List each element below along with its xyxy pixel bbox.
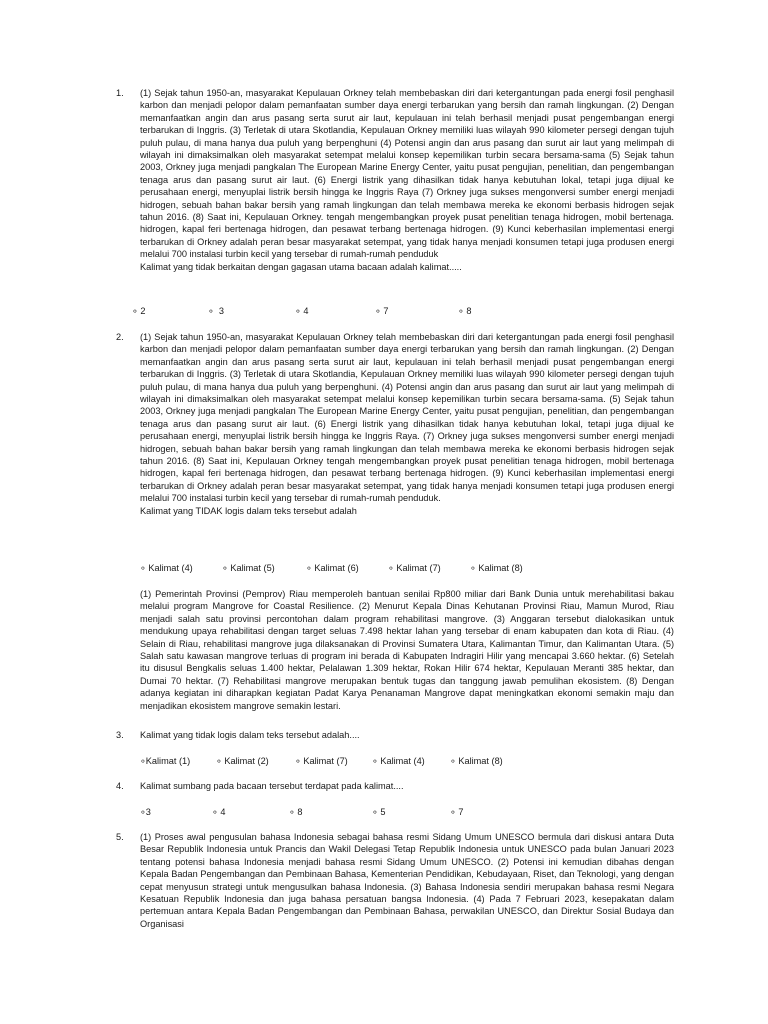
question-number: 2. <box>116 332 124 342</box>
option-item[interactable]: ∘ Kalimat (5) <box>222 563 275 573</box>
option-item[interactable]: ∘ Kalimat (4) <box>372 756 425 766</box>
option-item[interactable]: ∘ Kalimat (2) <box>216 756 269 766</box>
option-item[interactable]: ∘ 3 <box>208 306 224 316</box>
radio-bullet-icon: ∘ <box>306 563 312 573</box>
radio-bullet-icon: ∘ <box>470 563 476 573</box>
option-item[interactable]: ∘ Kalimat (6) <box>306 563 359 573</box>
question-3 <box>116 729 676 741</box>
radio-bullet-icon: ∘ <box>140 563 146 573</box>
radio-bullet-icon: ∘ <box>375 306 381 316</box>
question-prompt: Kalimat sumbang pada bacaan tersebut terdapat pada kalimat.... <box>140 781 404 791</box>
options-q1 <box>132 305 572 317</box>
option-item[interactable]: ∘ Kalimat (7) <box>295 756 348 766</box>
radio-bullet-icon: ∘ <box>289 807 295 817</box>
options-q2 <box>140 562 580 574</box>
options-q3 <box>140 755 580 767</box>
question-passage: (1) Proses awal pengusulan bahasa Indonesia sebagai bahasa resmi Sidang Umum UNESCO bermula dari diskusi antara Duta Besar Republik Indonesia untuk Prancis dan Wakil Delegasi Tetap Republik Indonesia untuk UNESCO pada bulan Januari 2023 tentang potensi bahasa Indonesia menjadi bahasa resmi Sidang Umum UNESCO. (2) Potensi ini kemudian dibahas dengan Kepala Badan Pengembangan dan Pembinaan Bahasa, Kementerian Pendidikan, Kebudayaan, Riset, dan Teknologi, yang dengan cepat menyusun strategi untuk mengusulkan bahasa Indonesia. (3) Bahasa Indonesia sendiri merupakan bahasa resmi Negara Kesatuan Republik Indonesia dan juga bahasa persatuan bangsa Indonesia. (4) Pada 7 Februari 2023, kesepakatan dalam pertemuan antara Kepala Badan Pengembangan dan Pembinaan Bahasa, perwakilan UNESCO, dan Direktur Sosial Budaya dan Organisasi <box>140 832 674 929</box>
radio-bullet-icon: ∘ <box>140 756 146 766</box>
radio-bullet-icon: ∘ <box>140 807 146 817</box>
question-prompt: Kalimat yang tidak logis dalam teks tersebut adalah.... <box>140 730 360 740</box>
radio-bullet-icon: ∘ <box>295 306 301 316</box>
option-item[interactable]: ∘ 8 <box>289 807 303 817</box>
radio-bullet-icon: ∘ <box>450 756 456 766</box>
option-item[interactable]: ∘ 7 <box>375 306 389 316</box>
options-q4 <box>140 806 580 818</box>
option-item[interactable]: ∘ 5 <box>372 807 386 817</box>
question-number: 4. <box>116 781 124 791</box>
radio-bullet-icon: ∘ <box>132 306 138 316</box>
radio-bullet-icon: ∘ <box>222 563 228 573</box>
question-2 <box>116 331 676 517</box>
radio-bullet-icon: ∘ <box>388 563 394 573</box>
radio-bullet-icon: ∘ <box>458 306 464 316</box>
radio-bullet-icon: ∘ <box>450 807 456 817</box>
option-item[interactable]: ∘ 7 <box>450 807 464 817</box>
question-number: 3. <box>116 730 124 740</box>
option-item[interactable]: ∘3 <box>140 807 151 817</box>
question-number: 5. <box>116 832 124 842</box>
radio-bullet-icon: ∘ <box>212 807 218 817</box>
option-item[interactable]: ∘ Kalimat (4) <box>140 563 193 573</box>
option-item[interactable]: ∘ 4 <box>212 807 226 817</box>
radio-bullet-icon: ∘ <box>208 306 214 316</box>
question-prompt: Kalimat yang TIDAK logis dalam teks tersebut adalah <box>140 505 357 516</box>
radio-bullet-icon: ∘ <box>295 756 301 766</box>
passage-text: (1) Pemerintah Provinsi (Pemprov) Riau memperoleh bantuan senilai Rp800 miliar dari Bank Dunia untuk merehabilitasi bakau melalui program Mangrove for Coastal Resilience. (2) Menurut Kepala Dinas Kehutanan Provinsi Riau, Mamun Murod, Riau menjadi salah satu provinsi percontohan dalam program rehabilitasi mangrove. (3) Anggaran tersebut dialokasikan untuk mendukung upaya rehabilitasi dengan target seluas 7.498 hektar lahan yang tersebar di enam kabupaten dan kota di Riau. (4) Selain di Riau, rehabilitasi mangrove juga dilaksanakan di Provinsi Sumatera Utara, Kalimantan Timur, dan Kalimantan Utara. (5) Salah satu kawasan mangrove terluas di program ini berada di Kabupaten Indragiri Hilir yang mencapai 3.660 hektar. (6) Setelah itu disusul Bengkalis seluas 1.400 hektar, Pelalawan 1.309 hektar, Rokan Hilir 674 hektar, Kepulauan Meranti 385 hektar, dan Dumai 70 hektar. (7) Rehabilitasi mangrove merupakan bentuk tugas dan tanggung jawab pemulihan ekosistem. (8) Dengan adanya kegiatan ini diharapkan kegiatan Padat Karya Penanaman Mangrove dapat meningkatkan ekonomi semakin maju dan menjadikan ekosistem mangrove semakin lestari. <box>140 589 674 711</box>
question-4 <box>116 780 676 792</box>
option-item[interactable]: ∘ 8 <box>458 306 472 316</box>
radio-bullet-icon: ∘ <box>372 756 378 766</box>
radio-bullet-icon: ∘ <box>372 807 378 817</box>
question-number: 1. <box>116 88 124 98</box>
question-1 <box>116 87 676 273</box>
question-5 <box>116 831 676 930</box>
option-item[interactable]: ∘ Kalimat (7) <box>388 563 441 573</box>
radio-bullet-icon: ∘ <box>216 756 222 766</box>
question-prompt: Kalimat yang tidak berkaitan dengan gagasan utama bacaan adalah kalimat..... <box>140 261 462 272</box>
option-item[interactable]: ∘ Kalimat (8) <box>450 756 503 766</box>
reading-passage <box>140 588 674 712</box>
option-item[interactable]: ∘ 4 <box>295 306 309 316</box>
option-item[interactable]: ∘Kalimat (1) <box>140 756 191 766</box>
question-passage: (1) Sejak tahun 1950-an, masyarakat Kepulauan Orkney telah membebaskan diri dari ketergantungan pada energi fosil penghasil karbon dan menjadi pelopor dalam pemanfaatan sumber daya energi terbarukan yang bersih dan ramah lingkungan. (2) Dengan memanfaatkan angin dan arus pasang serta surut air laut, kepulauan ini telah berhasil menjadi pusat pengembangan energi terbarukan di Inggris. (3) Terletak di utara Skotlandia, Kepulauan Orkney memiliki luas wilayah 990 kilometer persegi dengan tujuh puluh pulau, di mana hanya dua puluh yang berpenghuni. (4) Potensi angin dan arus pasang dan surut air laut yang melimpah di wilayah ini dimaksimalkan oleh masyarakat setempat melalui konsep kepemilikan turbin secara bersama-sama. (5) Sejak tahun 2003, Orkney juga menjadi pangkalan The European Marine Energy Center, yaitu pusat pengujian, penelitian, dan pengembangan tenaga arus dan pasang surut air laut. (6) Energi listrik yang dihasilkan tidak hanya kebutuhan lokal, tetapi juga dijual ke perusahaan energi, menyuplai listrik bersih hingga ke Inggris Raya. (7) Orkney juga sukses mengonversi sumber energi menjadi hidrogen, sebuah bahan bakar bersih yang ramah lingkungan dan telah membawa mereka ke ekonomi berbasis hidrogen sejak tahun 2016. (8) Saat ini, Kepulauan Orkney tengah mengembangkan proyek pusat penelitian tenaga hidrogen, mobil bertenaga hidrogen, kapal feri bertenaga hidrogen, dan pesawat terbang bertenaga hidrogen. (9) Kunci keberhasilan implementasi energi terbarukan di Orkney adalah peran besar masyarakat setempat, yang tidak hanya menjadi konsumen tetapi juga produsen energi melalui 700 instalasi turbin kecil yang tersebar di rumah-rumah penduduk. <box>140 332 674 504</box>
option-item[interactable]: ∘ 2 <box>132 306 146 316</box>
option-item[interactable]: ∘ Kalimat (8) <box>470 563 523 573</box>
question-passage: (1) Sejak tahun 1950-an, masyarakat Kepulauan Orkney telah membebaskan diri dari ketergantungan pada energi fosil penghasil karbon dan menjadi pelopor dalam pemanfaatan sumber daya energi terbarukan yang bersih dan ramah lingkungan. (2) Dengan memanfaatkan angin dan arus pasang serta surut air laut, kepulauan ini telah berhasil menjadi pusat pengembangan energi terbarukan di Inggris. (3) Terletak di utara Skotlandia, Kepulauan Orkney memiliki luas wilayah 990 kilometer persegi dengan tujuh puluh pulau, di mana hanya dua puluh yang berpenghuni (4) Potensi angin dan arus pasang dan surut air laut yang melimpah di wilayah ini dimaksimalkan oleh masyarakat setempat melalui konsep kepemilikan turbin secara bersama-sama (5) Sejak tahun 2003, Orkney juga menjadi pangkalan The European Marine Energy Center, yaitu pusat pengujian, penelitian, dan pengembangan tenaga arus dan pasang surut air laut. (6) Energi listrik yang dihasilkan tidak hanya kebutuhan lokal, tetapi juga dijual ke perusahaan energi, menyuplai listrik bersih hingga ke Inggris Raya (7) Orkney juga sukses mengonversi sumber energi menjadi hidrogen, sebuah bahan bakar bersih yang ramah lingkungan dan telah membawa mereka ke ekonomi berbasis hidrogen sejak tahun 2016. (8) Saat ini, Kepulauan Orkney. tengah mengembangkan proyek pusat penelitian tenaga hidrogen, mobil bertenaga. hidrogen, kapal feri bertenaga hidrogen, dan pesawat terbang bertenaga hidrogen. (9) Kunci keberhasilan implementasi energi terbarukan di Orkney adalah peran besar masyarakat setempat, yang tidak hanya menjadi konsumen tetapi juga produsen energi melalui 700 instalasi turbin kecil yang tersebar di rumah-rumah penduduk <box>140 88 674 260</box>
